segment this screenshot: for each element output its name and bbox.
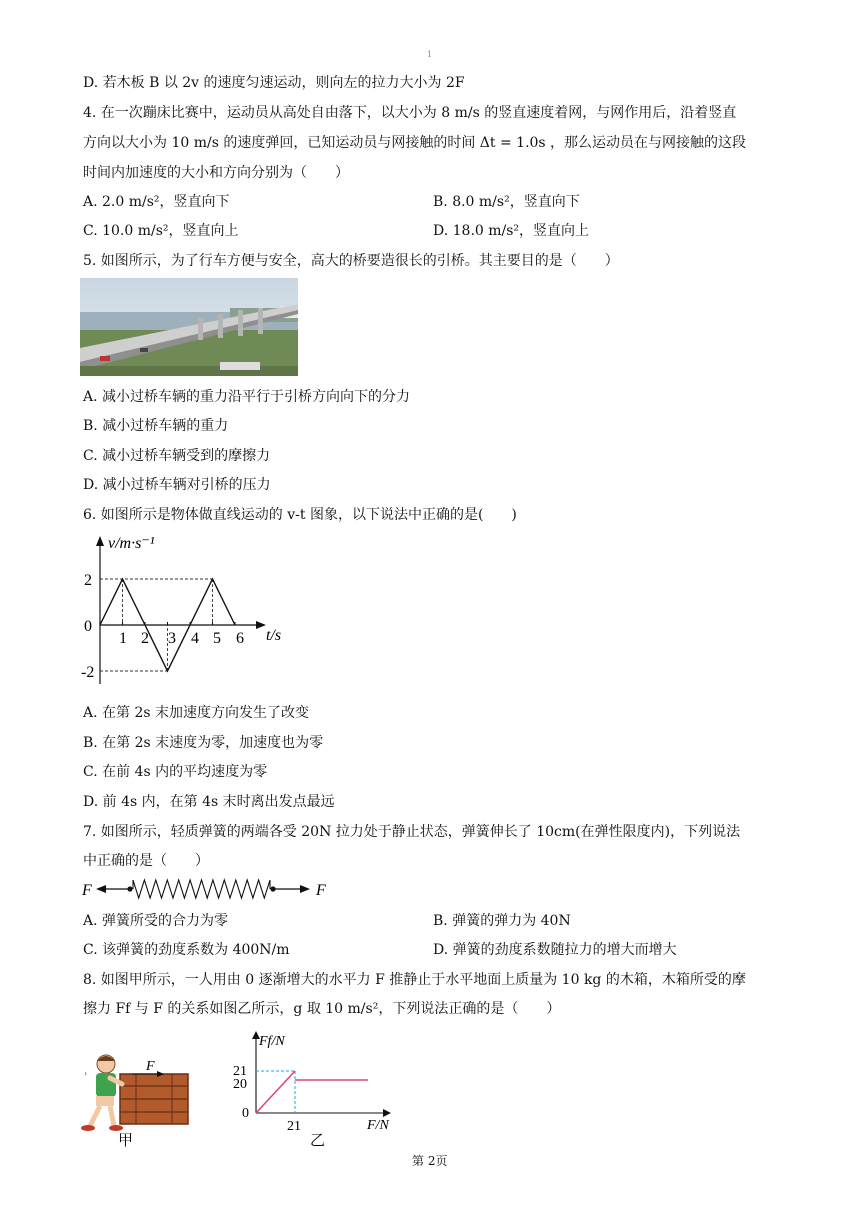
bridge-photo — [80, 278, 298, 376]
q4-stem-line3: 时间内加速度的大小和方向分别为（ ） — [83, 165, 349, 181]
spring-right-arrow — [300, 885, 310, 893]
vt-y-arrow — [96, 536, 104, 546]
q7-stem-line2: 中正确的是（ ） — [83, 853, 209, 869]
q6-option-b: B. 在第 2s 末速度为零，加速度也为零 — [83, 735, 324, 751]
vt-y-label: v/m·s⁻¹ — [108, 535, 155, 552]
q3-option-d: D. 若木板 B 以 2v 的速度匀速运动，则向左的拉力大小为 2F — [83, 75, 465, 91]
q6-option-a: A. 在第 2s 末加速度方向发生了改变 — [83, 705, 310, 721]
spring-coil — [133, 880, 270, 898]
q6-stem: 6. 如图所示是物体做直线运动的 v-t 图象，以下说法中正确的是( ) — [83, 507, 517, 523]
q5-option-d: D. 减小过桥车辆对引桥的压力 — [83, 477, 271, 493]
yi-y-tick-20: 20 — [233, 1077, 247, 1092]
vt-origin-label: 0 — [84, 618, 92, 635]
vt-graph — [80, 532, 300, 692]
spring-right-force-label: F — [316, 882, 326, 899]
q7-option-b: B. 弹簧的弹力为 40N — [433, 913, 571, 929]
q5-option-b: B. 减小过桥车辆的重力 — [83, 418, 229, 434]
vt-y-tick-neg2: -2 — [81, 664, 95, 681]
yi-rising-line — [256, 1071, 295, 1113]
q8-stem-line2: 擦力 Ff 与 F 的关系如图乙所示，g 取 10 m/s²，下列说法正确的是（ ） — [83, 1001, 561, 1017]
vt-x-tick-3: 3 — [168, 630, 176, 647]
vt-x-tick-6: 6 — [236, 630, 244, 647]
q7-option-d: D. 弹簧的劲度系数随拉力的增大而增大 — [433, 942, 677, 958]
yi-x-label: F/N — [367, 1118, 389, 1133]
vt-x-label: t/s — [266, 627, 282, 644]
q4-option-a: A. 2.0 m/s²，竖直向下 — [83, 194, 230, 210]
spring-left-arrow — [96, 885, 106, 893]
yi-y-tick-21: 21 — [233, 1064, 247, 1079]
q6-option-c: C. 在前 4s 内的平均速度为零 — [83, 764, 268, 780]
q4-option-c: C. 10.0 m/s²，竖直向上 — [83, 223, 239, 239]
q4-stem-line2: 方向以大小为 10 m/s 的速度弹回，已知运动员与网接触的时间 Δt = 1.0s ，那么运动员在与网接触的这段 — [83, 135, 747, 151]
q5-option-c: C. 减小过桥车辆受到的摩擦力 — [83, 448, 271, 464]
q4-option-d: D. 18.0 m/s²，竖直向上 — [433, 223, 590, 239]
yi-x-arrow — [383, 1109, 391, 1117]
vt-x-tick-4: 4 — [191, 630, 199, 647]
q7-stem-line1: 7. 如图所示，轻质弹簧的两端各受 20N 拉力处于静止状态，弹簧伸长了 10cm(在弹性限度内)，下列说法 — [83, 824, 741, 840]
figure-jia-person-pushing-box — [80, 1052, 200, 1152]
page-footer: 第 2页 — [412, 1154, 448, 1168]
vt-x-tick-2: 2 — [141, 630, 149, 647]
vt-x-tick-5: 5 — [213, 630, 221, 647]
q6-option-d: D. 前 4s 内，在第 4s 末时离出发点最远 — [83, 794, 335, 810]
spring-left-force-label: F — [82, 882, 92, 899]
q4-stem-line1: 4. 在一次蹦床比赛中，运动员从高处自由落下，以大小为 8 m/s 的竖直速度着网，与网作用后，沿着竖直 — [83, 105, 737, 121]
spring-figure — [80, 874, 340, 904]
yi-caption: 乙 — [310, 1133, 326, 1149]
vt-x-tick-1: 1 — [119, 630, 127, 647]
yi-y-label: Ff/N — [259, 1034, 285, 1049]
vt-y-tick-2: 2 — [84, 572, 92, 589]
yi-origin-label: 0 — [242, 1106, 249, 1121]
q5-option-a: A. 减小过桥车辆的重力沿平行于引桥方向向下的分力 — [83, 389, 411, 405]
q5-stem: 5. 如图所示，为了行车方便与安全，高大的桥要造很长的引桥。其主要目的是（ ） — [83, 253, 619, 269]
jia-caption: 甲 — [118, 1133, 134, 1149]
q4-option-b: B. 8.0 m/s²，竖直向下 — [433, 194, 580, 210]
q8-stem-line1: 8. 如图甲所示，一人用由 0 逐渐增大的水平力 F 推静止于水平地面上质量为 10 kg 的木箱，木箱所受的摩 — [83, 972, 746, 988]
svg-text:›: › — [84, 1068, 87, 1078]
yi-x-tick-21: 21 — [287, 1119, 301, 1134]
figure-yi-friction-graph — [225, 1025, 405, 1150]
header-mark: 1 — [427, 50, 433, 59]
vt-x-arrow — [256, 621, 266, 629]
q7-option-a: A. 弹簧所受的合力为零 — [83, 913, 229, 929]
jia-force-label: F — [146, 1059, 155, 1074]
q7-option-c: C. 该弹簧的劲度系数为 400N/m — [83, 942, 290, 958]
